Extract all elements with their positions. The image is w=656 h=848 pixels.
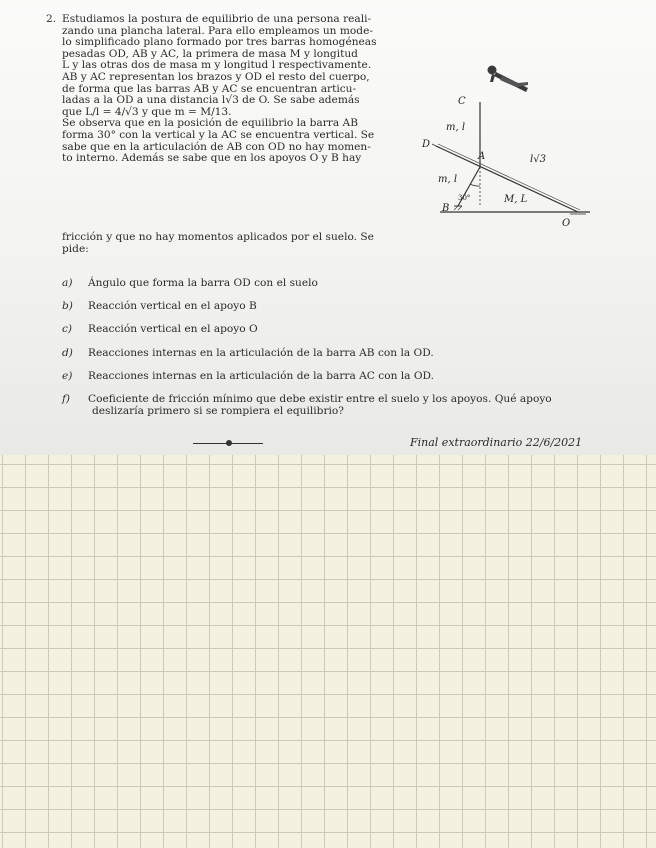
statement-line-5: AB y AC representan los brazos y OD el resto del cuerpo, <box>62 70 370 83</box>
statement-line-10: forma 30° con la vertical y la AC se encuentra vertical. Se <box>62 128 375 141</box>
exam-footer: Final extraordinario 22/6/2021 <box>410 436 583 449</box>
statement-line-8: que L/l = 4/√3 y que m = M/13. <box>62 105 232 118</box>
question-text: Reacciones internas en la articulación de la barra AC con la OD. <box>88 369 435 382</box>
label-M-L: M, L <box>504 194 528 205</box>
statement-line-9: Se observa que en la posición de equilibrio la barra AB <box>62 117 358 130</box>
statement-line-12: to interno. Además se sabe que en los apoyos O y B hay <box>62 152 362 165</box>
label-C: C <box>458 96 466 107</box>
question-letter: a) <box>62 277 73 289</box>
question-letter: b) <box>62 300 73 313</box>
question-c <box>62 324 622 336</box>
question-text: Reacción vertical en el apoyo O <box>88 323 258 336</box>
statement-line-3: pesadas OD, AB y AC, la primera de masa M y longitud <box>62 47 358 60</box>
statement-ending <box>62 232 420 255</box>
question-text: Reacción vertical en el apoyo B <box>88 300 257 313</box>
label-angle: 30° <box>458 194 471 202</box>
question-d <box>62 348 622 360</box>
label-D: D <box>422 139 431 150</box>
label-l-sqrt3: l√3 <box>530 154 546 165</box>
label-m-l-left: m, l <box>438 174 458 185</box>
statement-line-11: sabe que en la articulación de AB con OD no hay momen- <box>62 140 371 153</box>
label-B: B <box>442 203 450 214</box>
question-letter: e) <box>62 369 73 382</box>
problem-number: 2. <box>46 13 57 25</box>
question-text: Coeficiente de fricción mínimo que debe existir entre el suelo y los apoyos. Qué apoyo <box>88 392 552 405</box>
questions-list <box>62 278 622 417</box>
label-A: A <box>478 151 486 162</box>
question-letter: c) <box>62 323 73 336</box>
question-letter: f) <box>62 392 71 405</box>
question-f <box>62 394 622 417</box>
plank-diagram <box>418 58 608 238</box>
problem-statement <box>46 13 418 165</box>
footer-dot <box>226 440 232 446</box>
label-O: O <box>562 218 571 229</box>
question-b <box>62 301 622 313</box>
statement-line-2: lo simplificado plano formado por tres barras homogéneas <box>62 36 377 49</box>
question-text-continued: deslizaría primero si se rompiera el equilibrio? <box>92 404 344 417</box>
statement-line-0: Estudiamos la postura de equilibrio de una persona reali- <box>62 13 372 25</box>
statement-line-6: de forma que las barras AB y AC se encuentran articu- <box>62 82 357 95</box>
question-a <box>62 278 622 290</box>
statement-last-line-0: fricción y que no hay momentos aplicados por el suelo. Se <box>62 231 374 243</box>
statement-line-4: L y las otras dos de masa m y longitud l respectivamente. <box>62 59 372 72</box>
question-text: Ángulo que forma la barra OD con el suelo <box>88 277 318 289</box>
grid-paper-area <box>0 455 656 848</box>
question-e <box>62 371 622 383</box>
person-plank-icon <box>488 66 529 93</box>
question-text: Reacciones internas en la articulación de la barra AB con la OD. <box>88 346 434 359</box>
angle-arc <box>470 184 480 186</box>
statement-last-line-1: pide: <box>62 242 89 255</box>
question-letter: d) <box>62 346 73 359</box>
statement-line-7: ladas a la OD a una distancia l√3 de O. Se sabe además <box>62 94 360 107</box>
statement-line-1: zando una plancha lateral. Para ello empleamos un mode- <box>62 24 373 37</box>
label-m-l-top: m, l <box>446 122 466 133</box>
